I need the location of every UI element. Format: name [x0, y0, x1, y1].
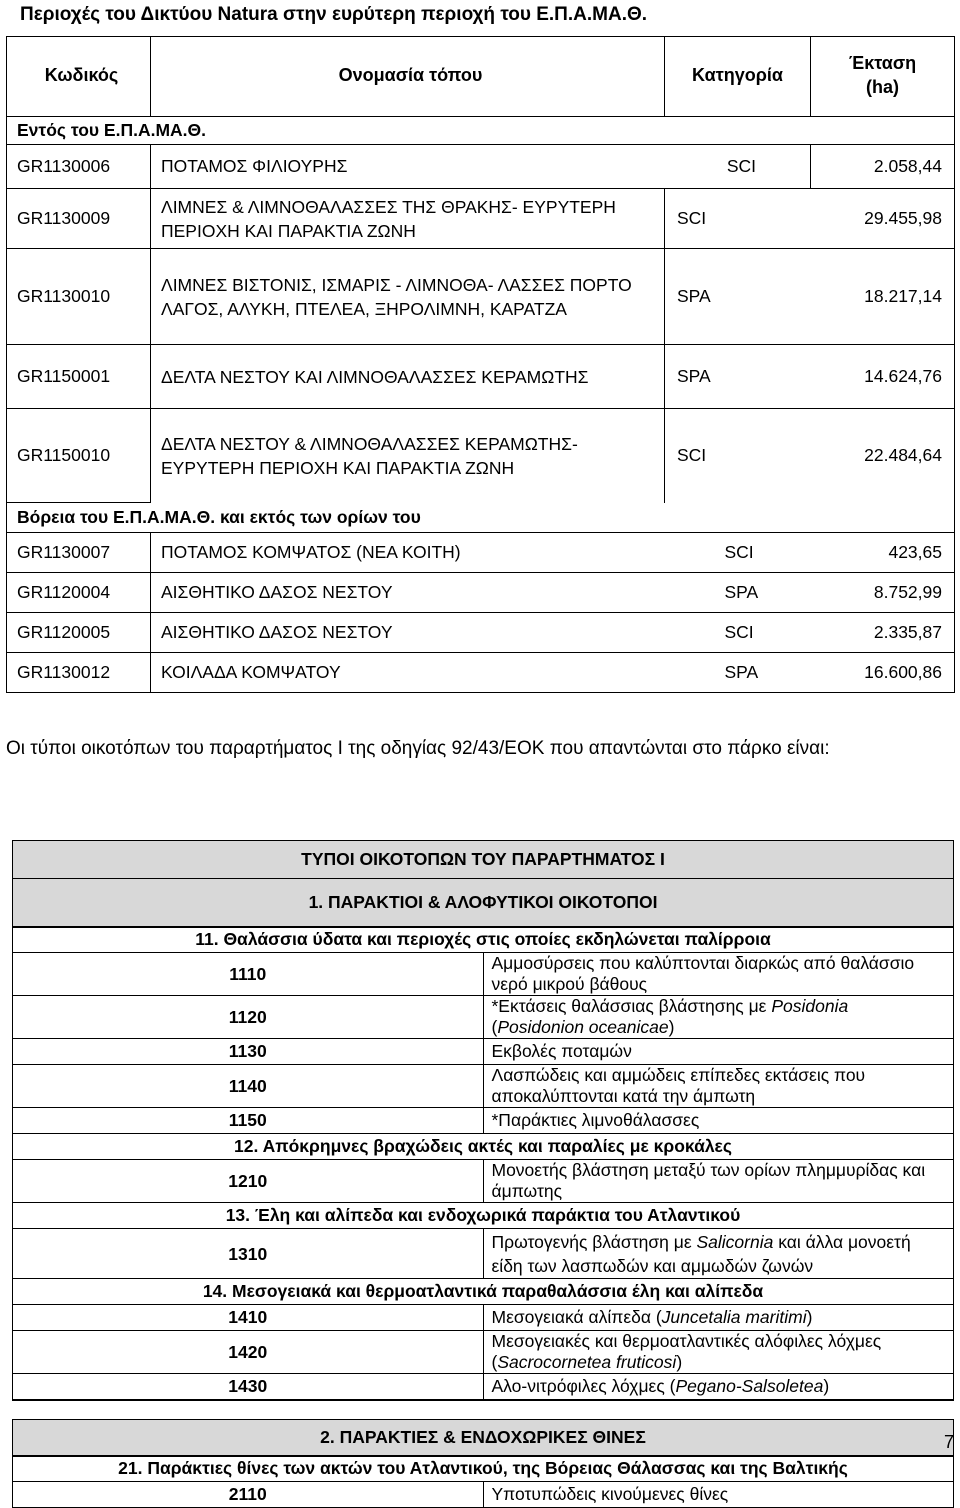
habitat-code: 1420 — [13, 1331, 484, 1374]
habitat-code: 1410 — [13, 1305, 484, 1331]
group-21-label: 21. Παράκτιες θίνες των ακτών του Ατλαντικού, της Βόρειας Θάλασσας και της Βαλτικής — [13, 1456, 954, 1482]
cell-area: 16.600,86 — [811, 653, 955, 693]
section-1-label: 1. ΠΑΡΑΚΤΙΟΙ & ΑΛΟΦΥΤΙΚΟΙ ΟΙΚΟΤΟΠΟΙ — [13, 879, 954, 927]
habitat-row — [13, 1039, 954, 1065]
group-row — [13, 1279, 954, 1305]
habitat-description: Πρωτογενής βλάστηση με Salicornia και άλλα μονοετή είδη των λασπωδών και αμμωδών ζωνών — [483, 1229, 954, 1279]
group-11-label: 11. Θαλάσσια ύδατα και περιοχές στις οποίες εκδηλώνεται παλίρροια — [13, 927, 954, 953]
table-header-row — [7, 37, 955, 117]
cell-name: ΚΟΙΛΑΔΑ ΚΟΜΨΑΤΟΥ — [151, 653, 665, 693]
cell-area: 14.624,76 — [811, 345, 955, 409]
habitat-row — [13, 1160, 954, 1203]
cell-area: 2.335,87 — [811, 613, 955, 653]
habitat-description: Μεσογειακές και θερμοατλαντικές αλόφιλες λόχμες (Sacrocornetea fruticosi) — [483, 1331, 954, 1374]
cell-name: ΛΙΜΝΕΣ & ΛΙΜΝΟΘΑΛΑΣΣΕΣ ΤΗΣ ΘΡΑΚΗΣ- ΕΥΡΥΤΕΡΗ ΠΕΡΙΟΧΗ ΚΑΙ ΠΑΡΑΚΤΙΑ ΖΩΝΗ — [151, 189, 665, 249]
table-row — [7, 249, 955, 345]
table-row — [7, 189, 955, 249]
habitat-row — [13, 1331, 954, 1374]
section-north-label: Βόρεια του Ε.Π.Α.ΜΑ.Θ. και εκτός των ορίων του — [7, 503, 955, 533]
section-row-north — [7, 503, 955, 533]
cell-name: ΛΙΜΝΕΣ ΒΙΣΤΟΝΙΣ, ΙΣΜΑΡΙΣ - ΛΙΜΝΟΘΑ- ΛΑΣΣΕΣ ΠΟΡΤΟ ΛΑΓΟΣ, ΑΛΥΚΗ, ΠΤΕΛΕΑ, ΞΗΡΟΛΙΜΝΗ, ΚΑΡΑΤΖΑ — [151, 249, 665, 345]
habitat-code: 2110 — [13, 1482, 484, 1508]
habitat-description: *Παράκτιες λιμνοθάλασσες — [483, 1108, 954, 1134]
cell-area: 8.752,99 — [811, 573, 955, 613]
habitat-description: Εκβολές ποταμών — [483, 1039, 954, 1065]
cell-area: 2.058,44 — [811, 145, 955, 189]
habitat-types-table — [12, 840, 954, 1508]
cell-name: ΔΕΛΤΑ ΝΕΣΤΟΥ ΚΑΙ ΛΙΜΝΟΘΑΛΑΣΣΕΣ ΚΕΡΑΜΩΤΗΣ — [151, 345, 665, 409]
habitat-title-row — [13, 841, 954, 879]
habitat-row — [13, 1108, 954, 1134]
habitat-code: 1430 — [13, 1374, 484, 1400]
group-14-label: 14. Μεσογειακά και θερμοατλαντικά παραθαλάσσια έλη και αλίπεδα — [13, 1279, 954, 1305]
cell-name: ΠΟΤΑΜΟΣ ΚΟΜΨΑΤΟΣ (ΝΕΑ ΚΟΙΤΗ) — [151, 533, 665, 573]
habitat-code: 1120 — [13, 996, 484, 1039]
group-row — [13, 1203, 954, 1229]
group-row — [13, 1456, 954, 1482]
spacer-cell — [13, 1400, 954, 1420]
habitat-code: 1310 — [13, 1229, 484, 1279]
group-row — [13, 927, 954, 953]
habitat-description: Αλο-νιτρόφιλες λόχμες (Pegano-Salsoletea) — [483, 1374, 954, 1400]
cell-code: GR1130007 — [7, 533, 151, 573]
habitat-code: 1150 — [13, 1108, 484, 1134]
habitat-row — [13, 1305, 954, 1331]
cell-code: GR1150001 — [7, 345, 151, 409]
cell-name: ΠΟΤΑΜΟΣ ΦΙΛΙΟΥΡΗΣ — [151, 145, 665, 189]
habitat-description: Υποτυπώδεις κινούμενες θίνες — [483, 1482, 954, 1508]
cell-category: SPA — [665, 573, 811, 613]
table-row — [7, 345, 955, 409]
habitat-row — [13, 1482, 954, 1508]
habitat-description: Μονοετής βλάστηση μεταξύ των ορίων πλημμυρίδας και άμπωτης — [483, 1160, 954, 1203]
cell-code: GR1130010 — [7, 249, 151, 345]
table-row — [7, 653, 955, 693]
table-row — [7, 145, 955, 189]
cell-area: 18.217,14 — [811, 249, 955, 345]
habitat-code: 1140 — [13, 1065, 484, 1108]
cell-area: 22.484,64 — [811, 409, 955, 503]
group-13-label: 13. Έλη και αλίπεδα και ενδοχωρικά παράκτια του Ατλαντικού — [13, 1203, 954, 1229]
cell-category: SCI — [665, 533, 811, 573]
section-row — [13, 1420, 954, 1456]
habitat-table-title: ΤΥΠΟΙ ΟΙΚΟΤΟΠΩΝ ΤΟΥ ΠΑΡΑΡΤΗΜΑΤΟΣ Ι — [13, 841, 954, 879]
habitat-row — [13, 1374, 954, 1400]
group-12-label: 12. Απόκρημνες βραχώδεις ακτές και παραλίες με κροκάλες — [13, 1134, 954, 1160]
section-2-label: 2. ΠΑΡΑΚΤΙΕΣ & ΕΝΔΟΧΩΡΙΚΕΣ ΘΙΝΕΣ — [13, 1420, 954, 1456]
habitat-row — [13, 1229, 954, 1279]
header-code: Κωδικός — [7, 37, 151, 117]
habitat-description: *Εκτάσεις θαλάσσιας βλάστησης με Posidonia (Posidonion oceanicae) — [483, 996, 954, 1039]
spacer-row — [13, 1400, 954, 1420]
section-row — [13, 879, 954, 927]
cell-category: SPA — [665, 653, 811, 693]
cell-name: ΑΙΣΘΗΤΙΚΟ ΔΑΣΟΣ ΝΕΣΤΟΥ — [151, 613, 665, 653]
cell-category: SPA — [665, 249, 811, 345]
cell-name: ΔΕΛΤΑ ΝΕΣΤΟΥ & ΛΙΜΝΟΘΑΛΑΣΣΕΣ ΚΕΡΑΜΩΤΗΣ-ΕΥΡΥΤΕΡΗ ΠΕΡΙΟΧΗ ΚΑΙ ΠΑΡΑΚΤΙΑ ΖΩΝΗ — [151, 409, 665, 503]
cell-category: SCI — [665, 189, 811, 249]
cell-category: SCI — [665, 145, 811, 189]
page-number: 7 — [943, 1432, 954, 1452]
table-row — [7, 613, 955, 653]
habitat-code: 1130 — [13, 1039, 484, 1065]
section-inside-label: Εντός του Ε.Π.Α.ΜΑ.Θ. — [7, 117, 955, 145]
habitat-row — [13, 953, 954, 996]
cell-code: GR1130009 — [7, 189, 151, 249]
cell-category: SCI — [665, 613, 811, 653]
cell-category: SCI — [665, 409, 811, 503]
table-row — [7, 409, 955, 503]
table-row — [7, 573, 955, 613]
cell-category: SPA — [665, 345, 811, 409]
habitat-code: 1110 — [13, 953, 484, 996]
page-title: Περιοχές του Δικτύου Natura στην ευρύτερη περιοχή του Ε.Π.Α.ΜΑ.Θ. — [20, 4, 648, 25]
header-area: Έκταση (ha) — [811, 37, 955, 117]
cell-area: 29.455,98 — [811, 189, 955, 249]
natura-sites-table — [6, 36, 954, 693]
group-row — [13, 1134, 954, 1160]
cell-code: GR1150010 — [7, 409, 151, 503]
table-row — [7, 533, 955, 573]
cell-code: GR1130012 — [7, 653, 151, 693]
cell-code: GR1130006 — [7, 145, 151, 189]
habitat-description: Λασπώδεις και αμμώδεις επίπεδες εκτάσεις που αποκαλύπτονται κατά την άμπωτη — [483, 1065, 954, 1108]
cell-name: ΑΙΣΘΗΤΙΚΟ ΔΑΣΟΣ ΝΕΣΤΟΥ — [151, 573, 665, 613]
habitat-code: 1210 — [13, 1160, 484, 1203]
header-category: Κατηγορία — [665, 37, 811, 117]
header-name: Ονομασία τόπου — [151, 37, 665, 117]
habitat-description: Αμμοσύρσεις που καλύπτονται διαρκώς από θαλάσσιο νερό μικρού βάθους — [483, 953, 954, 996]
habitat-description: Μεσογειακά αλίπεδα (Juncetalia maritimi) — [483, 1305, 954, 1331]
habitat-row — [13, 1065, 954, 1108]
habitat-row — [13, 996, 954, 1039]
intro-paragraph: Οι τύποι οικοτόπων του παραρτήματος Ι της οδηγίας 92/43/ΕΟΚ που απαντώνται στο πάρκο είναι: — [6, 738, 830, 759]
cell-area: 423,65 — [811, 533, 955, 573]
cell-code: GR1120004 — [7, 573, 151, 613]
cell-code: GR1120005 — [7, 613, 151, 653]
section-row-inside — [7, 117, 955, 145]
